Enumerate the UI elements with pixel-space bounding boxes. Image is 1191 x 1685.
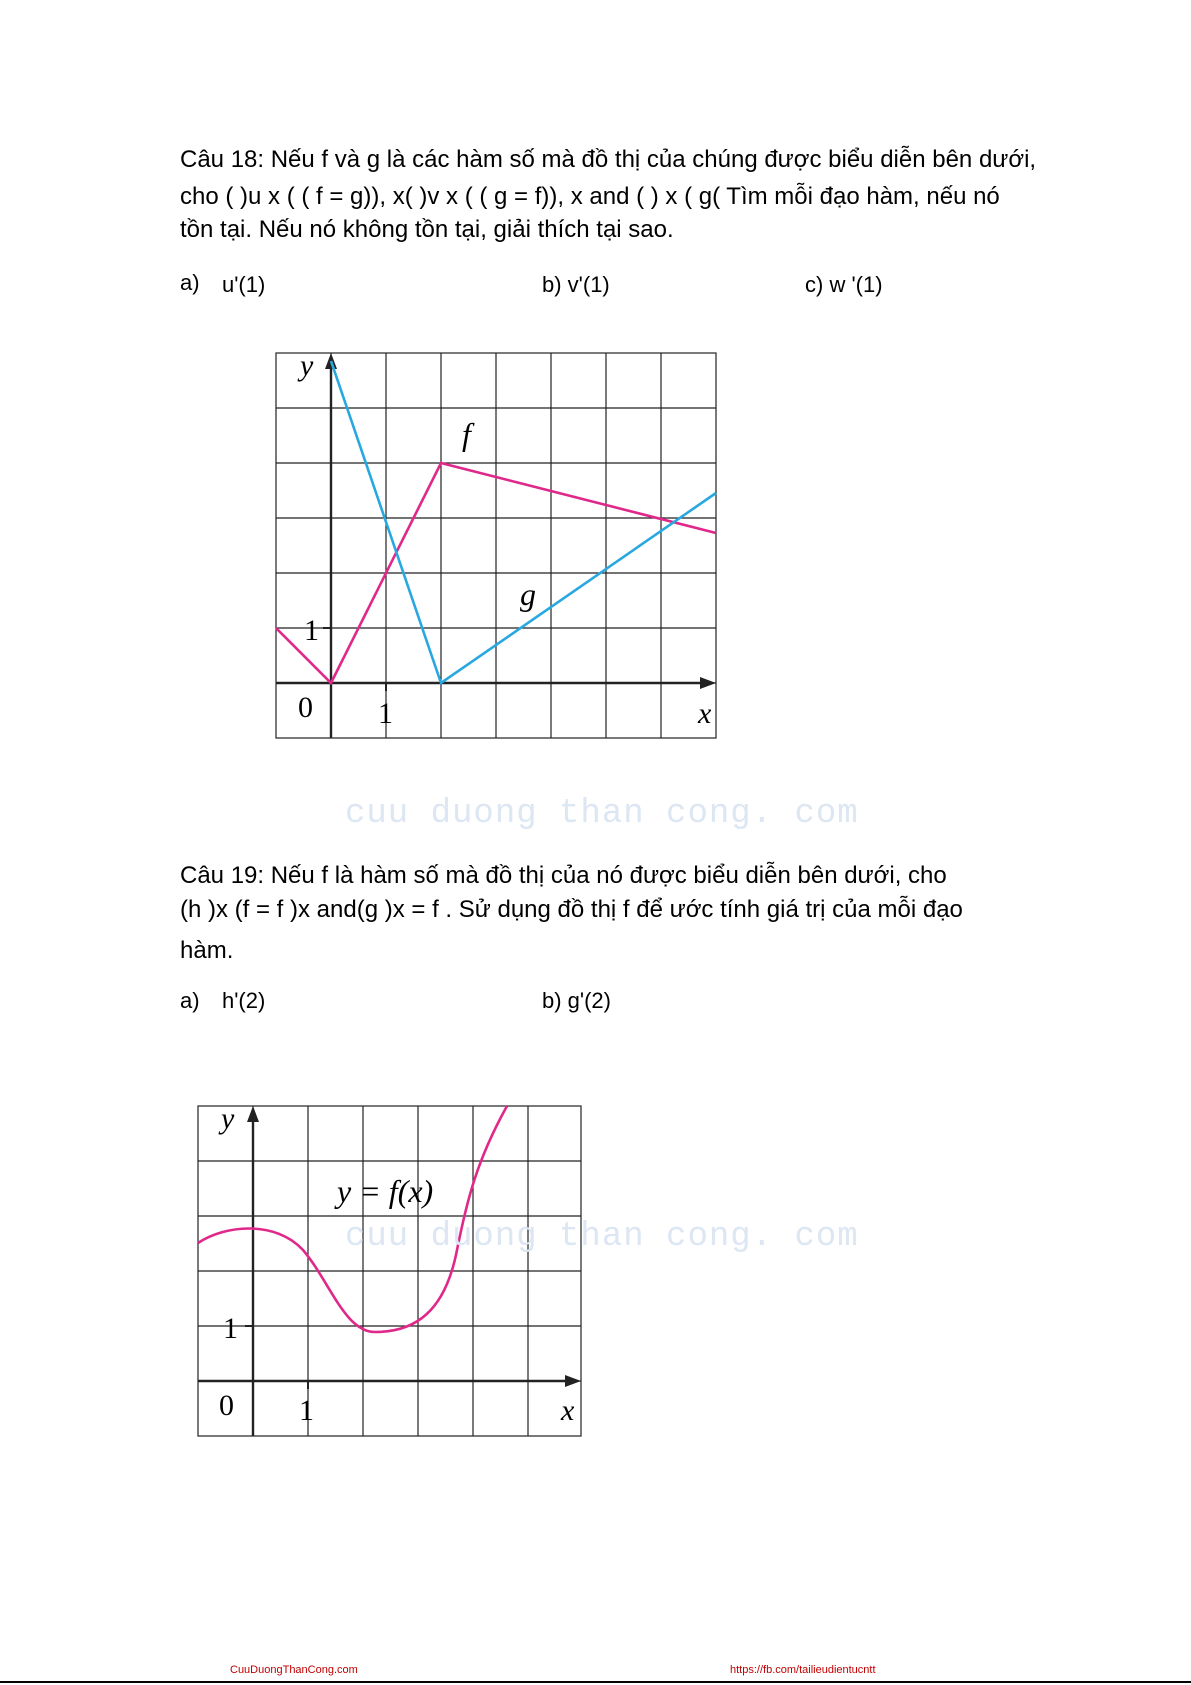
figure-fx — [195, 1100, 585, 1445]
q19-a-letter: a) — [180, 988, 200, 1013]
figure-f-g — [270, 345, 720, 745]
x-axis-label: x — [561, 1394, 575, 1427]
q18-b-label: b) v'(1) — [542, 272, 610, 297]
curve-label: y = f(x) — [337, 1173, 434, 1209]
g-label: g — [520, 576, 536, 612]
q19-line1: Câu 19: Nếu f là hàm số mà đồ thị của nó được biểu diễn bên dưới, cho — [180, 862, 947, 889]
q18-a-letter: a) — [180, 270, 200, 295]
axes — [198, 1114, 573, 1436]
g-line — [331, 361, 716, 683]
q18-line2: cho ( )u x ( ( f = g)), x( )v x ( ( g = f)), x and ( ) x ( g( Tìm mỗi đạo hàm, nếu nó — [180, 183, 1000, 210]
origin-label: 0 — [298, 691, 313, 724]
q18-c-label: c) w '(1) — [805, 272, 883, 297]
watermark-2: cuu duong than cong. com — [345, 1218, 859, 1256]
x-axis-arrow — [700, 677, 716, 689]
x-tick-label: 1 — [378, 697, 393, 730]
footer-right-link[interactable]: https://fb.com/tailieudientucntt — [730, 1664, 876, 1676]
y-tick-label: 1 — [304, 614, 319, 647]
q18-line1: Câu 18: Nếu f và g là các hàm số mà đồ thị của chúng được biểu diễn bên dưới, — [180, 146, 1037, 173]
y-axis-arrow — [247, 1106, 259, 1122]
x-tick-label: 1 — [299, 1394, 314, 1427]
footer-left-link[interactable]: CuuDuongThanCong.com — [230, 1664, 358, 1676]
q19-b-label: b) g'(2) — [542, 988, 611, 1013]
x-axis-label: x — [698, 697, 712, 730]
f-label: f — [462, 416, 471, 452]
q19-a-label: h'(2) — [222, 988, 266, 1013]
footer-rule — [0, 1681, 1191, 1683]
y-axis-label: y — [300, 349, 314, 382]
axes — [276, 361, 708, 738]
origin-label: 0 — [219, 1389, 234, 1422]
y-tick-label: 1 — [223, 1312, 238, 1345]
y-axis-label: y — [221, 1102, 235, 1135]
grid-lines — [276, 353, 716, 738]
q19-line2: (h )x (f = f )x and(g )x = f . Sử dụng đồ thị f để ước tính giá trị của mỗi đạo — [180, 896, 963, 923]
x-axis-arrow — [565, 1375, 581, 1387]
q18-a-label: u'(1) — [222, 272, 266, 297]
grid-lines — [198, 1106, 581, 1436]
q18-line3: tồn tại. Nếu nó không tồn tại, giải thích tại sao. — [180, 216, 674, 243]
watermark-1: cuu duong than cong. com — [345, 795, 859, 833]
q19-line3: hàm. — [180, 937, 234, 964]
